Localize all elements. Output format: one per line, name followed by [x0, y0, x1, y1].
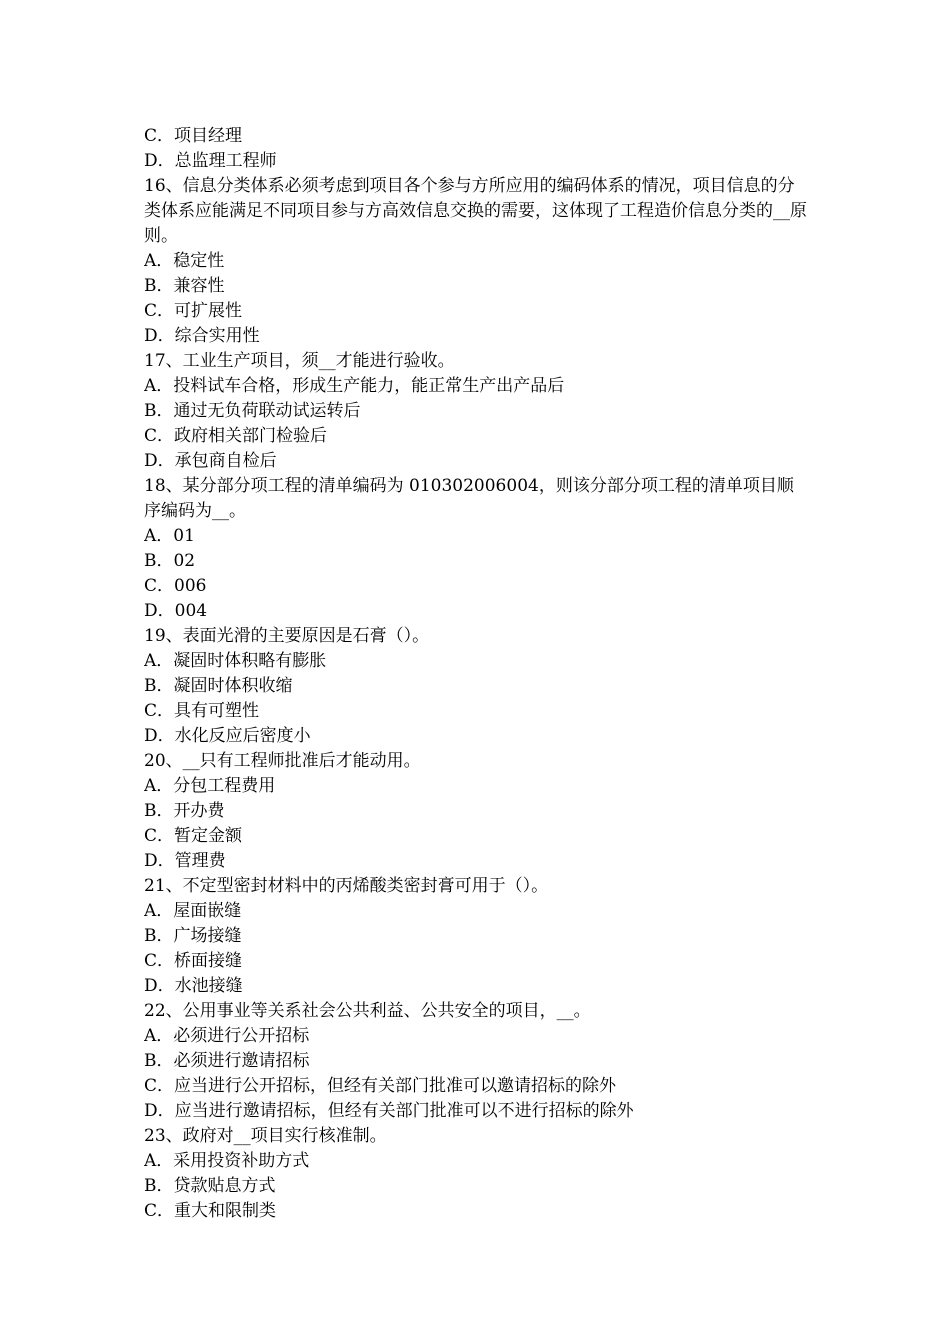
- answer-option: B．兼容性: [144, 276, 225, 296]
- answer-option: A．01: [144, 526, 195, 546]
- answer-option: A．投料试车合格，形成生产能力，能正常生产出产品后: [144, 376, 565, 396]
- answer-option: C．应当进行公开招标，但经有关部门批准可以邀请招标的除外: [144, 1076, 617, 1096]
- answer-option: B．广场接缝: [144, 926, 242, 946]
- question-text: 23、政府对__项目实行核准制。: [144, 1126, 387, 1146]
- question-text: 17、工业生产项目，须__才能进行验收。: [144, 351, 455, 371]
- answer-option: C．桥面接缝: [144, 951, 243, 971]
- document-body: [144, 124, 809, 1224]
- answer-option: D．总监理工程师: [144, 151, 277, 171]
- answer-option: B．通过无负荷联动试运转后: [144, 401, 361, 421]
- answer-option: C．006: [144, 576, 207, 596]
- answer-option: B．开办费: [144, 801, 225, 821]
- question-text: 19、表面光滑的主要原因是石膏（）。: [144, 626, 430, 646]
- answer-option: B．02: [144, 551, 196, 571]
- answer-option: B．凝固时体积收缩: [144, 676, 293, 696]
- answer-option: B．必须进行邀请招标: [144, 1051, 310, 1071]
- answer-option: D．应当进行邀请招标，但经有关部门批准可以不进行招标的除外: [144, 1101, 634, 1121]
- answer-option: C．暂定金额: [144, 826, 243, 846]
- question-text: 20、__只有工程师批准后才能动用。: [144, 751, 421, 771]
- answer-option: A．屋面嵌缝: [144, 901, 242, 921]
- answer-option: D．004: [144, 601, 208, 621]
- answer-option: C．可扩展性: [144, 301, 243, 321]
- answer-option: A．采用投资补助方式: [144, 1151, 310, 1171]
- answer-option: D．水池接缝: [144, 976, 243, 996]
- answer-option: C．重大和限制类: [144, 1201, 277, 1221]
- answer-option: C．政府相关部门检验后: [144, 426, 328, 446]
- question-text: 18、某分部分项工程的清单编码为 010302006004，则该分部分项工程的清单项目顺序编码为__。: [144, 476, 794, 521]
- answer-option: C．具有可塑性: [144, 701, 260, 721]
- answer-option: D．管理费: [144, 851, 226, 871]
- answer-option: B．贷款贴息方式: [144, 1176, 276, 1196]
- answer-option: A．凝固时体积略有膨胀: [144, 651, 327, 671]
- answer-option: A．分包工程费用: [144, 776, 276, 796]
- answer-option: A．稳定性: [144, 251, 225, 271]
- answer-option: A．必须进行公开招标: [144, 1026, 310, 1046]
- answer-option: D．综合实用性: [144, 326, 260, 346]
- answer-option: D．承包商自检后: [144, 451, 277, 471]
- question-text: 21、不定型密封材料中的丙烯酸类密封膏可用于（）。: [144, 876, 549, 896]
- answer-option: D．水化反应后密度小: [144, 726, 311, 746]
- question-text: 22、公用事业等关系社会公共利益、公共安全的项目，__。: [144, 1001, 591, 1021]
- answer-option: C．项目经理: [144, 126, 243, 146]
- question-text: 16、信息分类体系必须考虑到项目各个参与方所应用的编码体系的情况，项目信息的分类体系应能满足不同项目参与方高效信息交换的需要，这体现了工程造价信息分类的__原则。: [144, 176, 807, 246]
